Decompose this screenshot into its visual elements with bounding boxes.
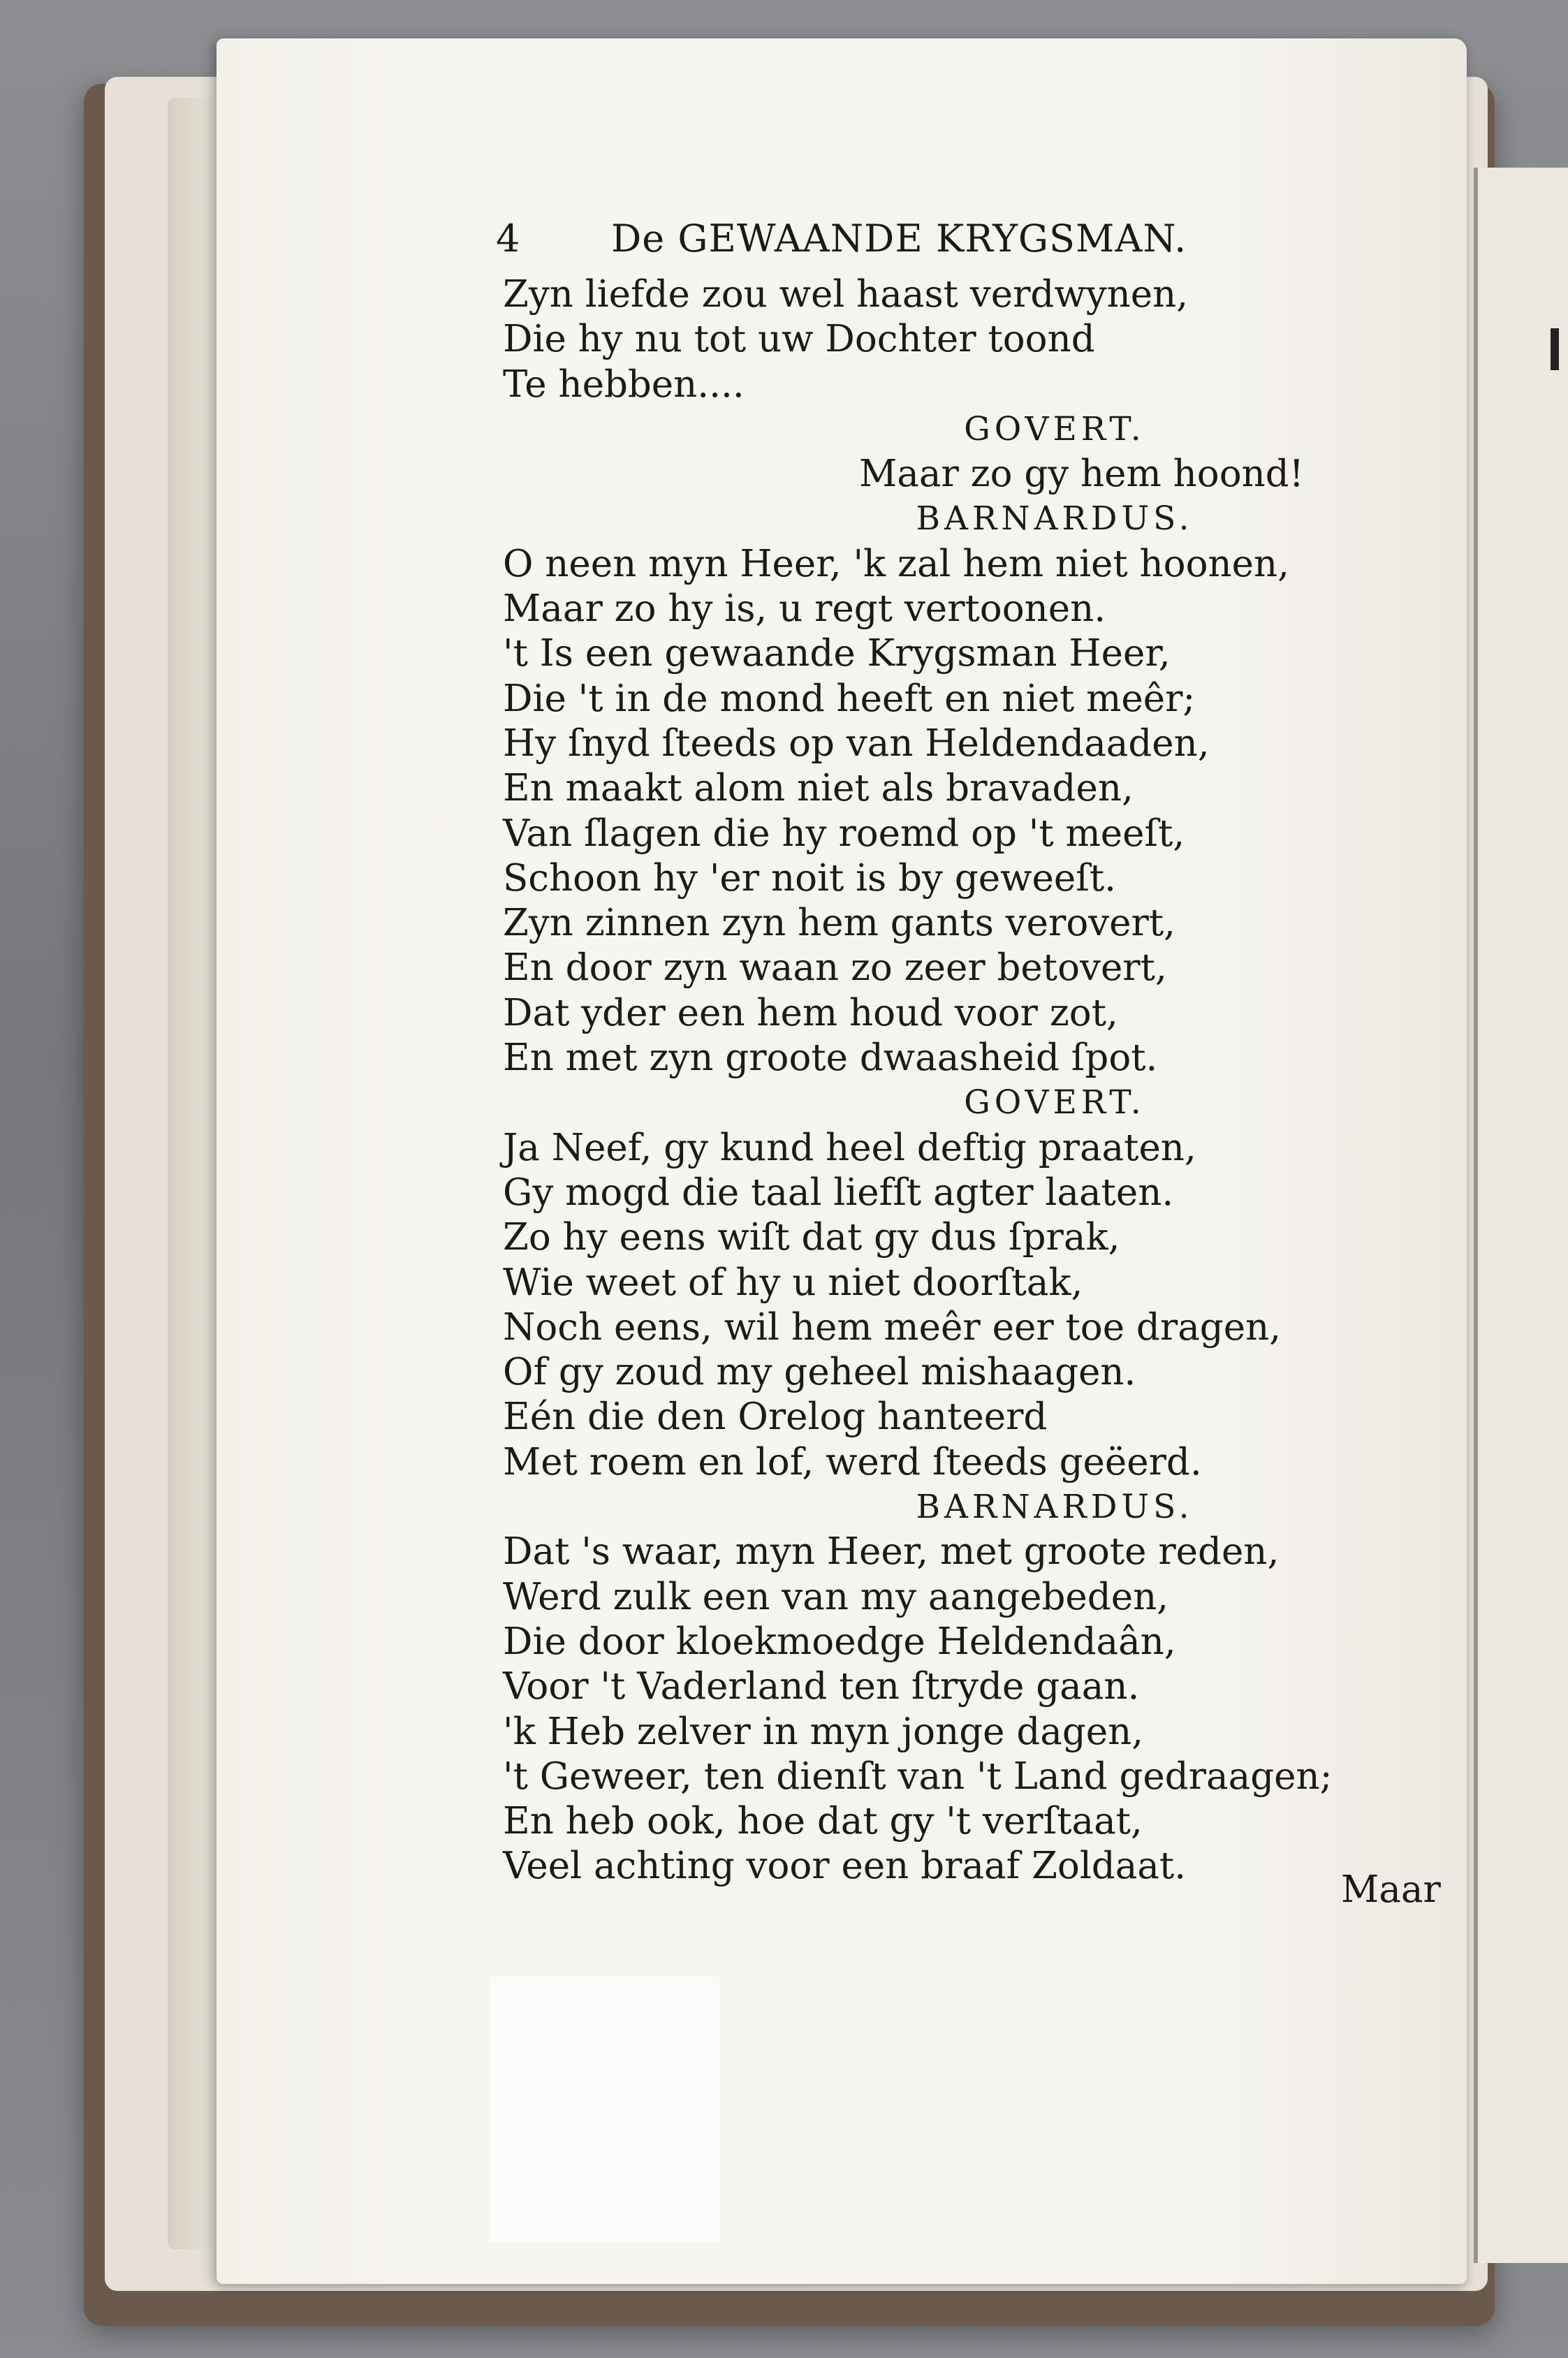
verse-line: O neen myn Heer, 'k zal hem niet hoonen, [503,542,1289,585]
verse-line: 't Geweer, ten dienſt van 't Land gedraagen; [503,1755,1333,1798]
facing-page-edge [1474,168,1568,2263]
verse-line: Die hy nu tot uw Dochter toond [503,318,1095,361]
verse-line: Dat yder een hem houd voor zot, [503,991,1118,1034]
verse-line: Zo hy eens wiſt dat gy dus ſprak, [503,1216,1120,1259]
page-text [496,210,1432,1889]
running-title: De GEWAANDE KRYGSMAN. [611,217,1187,261]
verse-line: Wie weet of hy u niet doorſtak, [503,1261,1083,1304]
verse-line: Of gy zoud my geheel mishaagen. [503,1351,1136,1394]
page-header [496,210,1432,272]
verse-line: 't Is een gewaande Krygsman Heer, [503,632,1171,675]
verse-line: Die 't in de mond heeft en niet meêr; [503,677,1196,720]
verse-line: 'k Heb zelver in myn jonge dagen, [503,1710,1144,1753]
verse-line: Hy ſnyd ſteeds op van Heldendaaden, [503,722,1210,765]
verse-line: Maar zo hy is, u regt vertoonen. [503,587,1106,631]
speaker-name: GOVERT. [964,1083,1145,1122]
facing-page-letter-fragment [1551,328,1559,370]
page-number: 4 [496,217,521,261]
speaker-name: BARNARDUS. [916,1488,1194,1527]
verse-line: Eén die den Orelog hanteerd [503,1396,1048,1439]
verse-line: Gy mogd die taal liefſt agter laaten. [503,1171,1174,1214]
verse-line: En maakt alom niet als bravaden, [503,767,1134,810]
verse-line: Zyn zinnen zyn hem gants verovert, [503,902,1176,945]
verse-line: En met zyn groote dwaasheid ſpot. [503,1037,1158,1080]
verse-line: Maar zo gy hem hoond! [859,453,1304,496]
verse-line: En door zyn waan zo zeer betovert, [503,946,1167,990]
verse-line: Met roem en lof, werd ſteeds geëerd. [503,1440,1202,1484]
verse-line: En heb ook, hoe dat gy 't verſtaat, [503,1800,1143,1843]
verse-line: Noch eens, wil hem meêr eer toe dragen, [503,1305,1282,1349]
speaker-name: BARNARDUS. [916,499,1194,539]
catchword: Maar [1341,1868,1441,1911]
verse-line: Dat 's waar, myn Heer, met groote reden, [503,1530,1280,1574]
verse-body [503,272,1432,1889]
verse-line: Voor 't Vaderland ten ſtryde gaan. [503,1665,1140,1708]
verse-line: Te hebben.... [503,363,745,406]
verse-line: Werd zulk een van my aangebeden, [503,1575,1169,1618]
verse-line: Die door kloekmoedge Heldendaân, [503,1620,1176,1663]
verse-line: Van ſlagen die hy roemd op 't meeſt, [503,812,1185,855]
verse-line: Schoon hy 'er noit is by geweeſt. [503,856,1116,900]
blank-label [489,1977,719,2242]
verse-line: Veel achting voor een braaf Zoldaat. [503,1845,1187,1888]
verse-line: Zyn liefde zou wel haast verdwynen, [503,273,1189,316]
verse-line: Ja Neef, gy kund heel deftig praaten, [503,1126,1196,1169]
speaker-name: GOVERT. [964,409,1145,448]
